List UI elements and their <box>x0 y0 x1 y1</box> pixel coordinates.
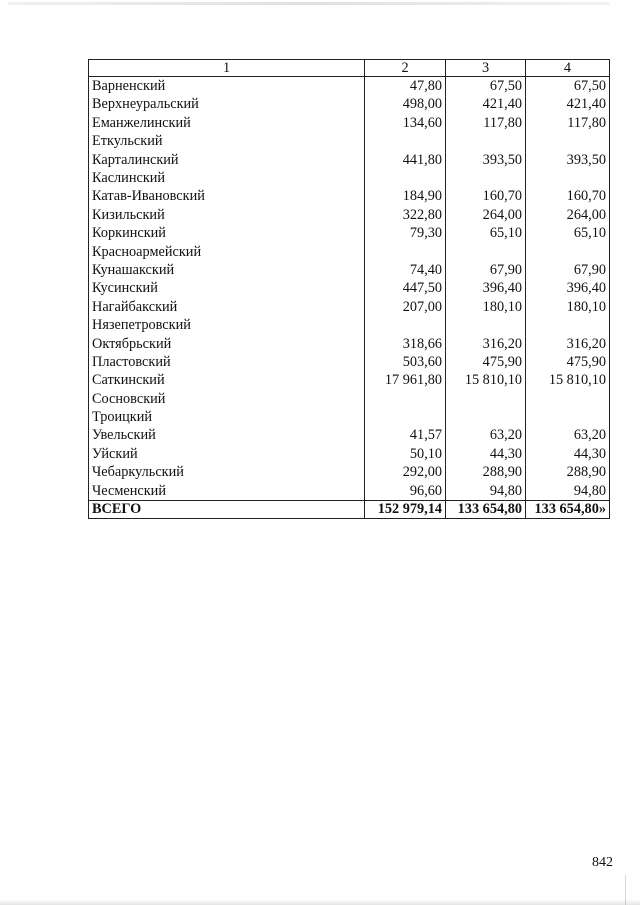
district-name-cell: Катав-Ивановский <box>89 187 365 205</box>
value-cell-col2 <box>365 390 446 408</box>
scan-edge-bottom <box>0 899 640 905</box>
value-cell-col3: 316,20 <box>446 334 526 352</box>
value-cell-col2: 503,60 <box>365 353 446 371</box>
table-row <box>89 169 610 187</box>
value-cell-col3 <box>446 316 526 334</box>
table-row <box>89 151 610 169</box>
table-row <box>89 298 610 316</box>
district-name-cell: Карталинский <box>89 151 365 169</box>
table-row <box>89 371 610 389</box>
value-cell-col4: 180,10 <box>526 298 610 316</box>
table-row <box>89 426 610 444</box>
value-cell-col3: 396,40 <box>446 279 526 297</box>
value-cell-col3: 15 810,10 <box>446 371 526 389</box>
value-cell-col3: 288,90 <box>446 463 526 481</box>
value-cell-col3: 65,10 <box>446 224 526 242</box>
value-cell-col2: 441,80 <box>365 151 446 169</box>
district-name-cell: Уйский <box>89 445 365 463</box>
value-cell-col3: 67,90 <box>446 261 526 279</box>
district-name-cell: Нязепетровский <box>89 316 365 334</box>
value-cell-col4: 63,20 <box>526 426 610 444</box>
header-cell-col1: 1 <box>89 60 365 77</box>
value-cell-col4: 44,30 <box>526 445 610 463</box>
table-header-row <box>89 60 610 77</box>
value-cell-col4: 160,70 <box>526 187 610 205</box>
table-row <box>89 334 610 352</box>
value-cell-col2: 152 979,14 <box>365 500 446 518</box>
value-cell-col2: 207,00 <box>365 298 446 316</box>
table-body <box>89 60 610 519</box>
table-row <box>89 316 610 334</box>
district-name-cell: Чесменский <box>89 482 365 501</box>
value-cell-col3: 475,90 <box>446 353 526 371</box>
table-row <box>89 224 610 242</box>
table-row <box>89 390 610 408</box>
value-cell-col2: 134,60 <box>365 114 446 132</box>
value-cell-col4: 65,10 <box>526 224 610 242</box>
table-row <box>89 132 610 150</box>
total-row <box>89 500 610 518</box>
district-name-cell: Еткульский <box>89 132 365 150</box>
value-cell-col4: 264,00 <box>526 206 610 224</box>
district-name-cell: Каслинский <box>89 169 365 187</box>
value-cell-col4 <box>526 132 610 150</box>
value-cell-col3 <box>446 132 526 150</box>
table-row <box>89 243 610 261</box>
district-name-cell: Чебаркульский <box>89 463 365 481</box>
value-cell-col2: 292,00 <box>365 463 446 481</box>
table-row <box>89 206 610 224</box>
district-name-cell: Нагайбакский <box>89 298 365 316</box>
value-cell-col3 <box>446 169 526 187</box>
value-cell-col3: 117,80 <box>446 114 526 132</box>
value-cell-col2: 47,80 <box>365 77 446 96</box>
value-cell-col4: 421,40 <box>526 95 610 113</box>
district-name-cell: Верхнеуральский <box>89 95 365 113</box>
value-cell-col2: 318,66 <box>365 334 446 352</box>
value-cell-col3: 44,30 <box>446 445 526 463</box>
value-cell-col3 <box>446 408 526 426</box>
header-cell-col2: 2 <box>365 60 446 77</box>
table-row <box>89 445 610 463</box>
value-cell-col3: 160,70 <box>446 187 526 205</box>
value-cell-col2 <box>365 132 446 150</box>
value-cell-col2 <box>365 243 446 261</box>
value-cell-col4 <box>526 169 610 187</box>
value-cell-col3: 67,50 <box>446 77 526 96</box>
value-cell-col4 <box>526 316 610 334</box>
value-cell-col3: 63,20 <box>446 426 526 444</box>
value-cell-col3: 393,50 <box>446 151 526 169</box>
value-cell-col3: 94,80 <box>446 482 526 501</box>
value-cell-col4: 67,90 <box>526 261 610 279</box>
table-row <box>89 114 610 132</box>
value-cell-col3 <box>446 390 526 408</box>
value-cell-col2: 79,30 <box>365 224 446 242</box>
value-cell-col4 <box>526 243 610 261</box>
value-cell-col3: 133 654,80 <box>446 500 526 518</box>
value-cell-col2: 41,57 <box>365 426 446 444</box>
value-cell-col4: 396,40 <box>526 279 610 297</box>
scan-edge-top <box>8 2 610 5</box>
value-cell-col2: 498,00 <box>365 95 446 113</box>
district-name-cell: Кунашакский <box>89 261 365 279</box>
table-row <box>89 77 610 96</box>
value-cell-col4: 133 654,80» <box>526 500 610 518</box>
value-cell-col4: 94,80 <box>526 482 610 501</box>
value-cell-col3 <box>446 243 526 261</box>
value-cell-col4: 288,90 <box>526 463 610 481</box>
value-cell-col4: 67,50 <box>526 77 610 96</box>
value-cell-col2: 17 961,80 <box>365 371 446 389</box>
table-row <box>89 261 610 279</box>
table-row <box>89 463 610 481</box>
district-name-cell: Красноармейский <box>89 243 365 261</box>
district-name-cell: Троицкий <box>89 408 365 426</box>
district-name-cell: Варненский <box>89 77 365 96</box>
district-name-cell: Кизильский <box>89 206 365 224</box>
value-cell-col2: 447,50 <box>365 279 446 297</box>
district-name-cell: Увельский <box>89 426 365 444</box>
value-cell-col4: 316,20 <box>526 334 610 352</box>
value-cell-col2: 50,10 <box>365 445 446 463</box>
district-name-cell: Сосновский <box>89 390 365 408</box>
page-number: 842 <box>592 855 613 870</box>
value-cell-col2 <box>365 408 446 426</box>
table-row <box>89 279 610 297</box>
value-cell-col2: 184,90 <box>365 187 446 205</box>
budget-table <box>88 59 610 519</box>
district-name-cell: Саткинский <box>89 371 365 389</box>
value-cell-col4: 475,90 <box>526 353 610 371</box>
table-row <box>89 353 610 371</box>
value-cell-col2: 74,40 <box>365 261 446 279</box>
value-cell-col4 <box>526 408 610 426</box>
district-name-cell: Пластовский <box>89 353 365 371</box>
district-name-cell: Коркинский <box>89 224 365 242</box>
value-cell-col4 <box>526 390 610 408</box>
value-cell-col4: 15 810,10 <box>526 371 610 389</box>
value-cell-col4: 117,80 <box>526 114 610 132</box>
value-cell-col2: 96,60 <box>365 482 446 501</box>
district-name-cell: Октябрьский <box>89 334 365 352</box>
value-cell-col4: 393,50 <box>526 151 610 169</box>
value-cell-col2 <box>365 169 446 187</box>
value-cell-col3: 264,00 <box>446 206 526 224</box>
value-cell-col2: 322,80 <box>365 206 446 224</box>
table-row <box>89 482 610 501</box>
district-name-cell: ВСЕГО <box>89 500 365 518</box>
value-cell-col3: 421,40 <box>446 95 526 113</box>
value-cell-col3: 180,10 <box>446 298 526 316</box>
table-row <box>89 187 610 205</box>
header-cell-col3: 3 <box>446 60 526 77</box>
value-cell-col2 <box>365 316 446 334</box>
table-row <box>89 95 610 113</box>
district-name-cell: Еманжелинский <box>89 114 365 132</box>
district-name-cell: Кусинский <box>89 279 365 297</box>
header-cell-col4: 4 <box>526 60 610 77</box>
table-row <box>89 408 610 426</box>
